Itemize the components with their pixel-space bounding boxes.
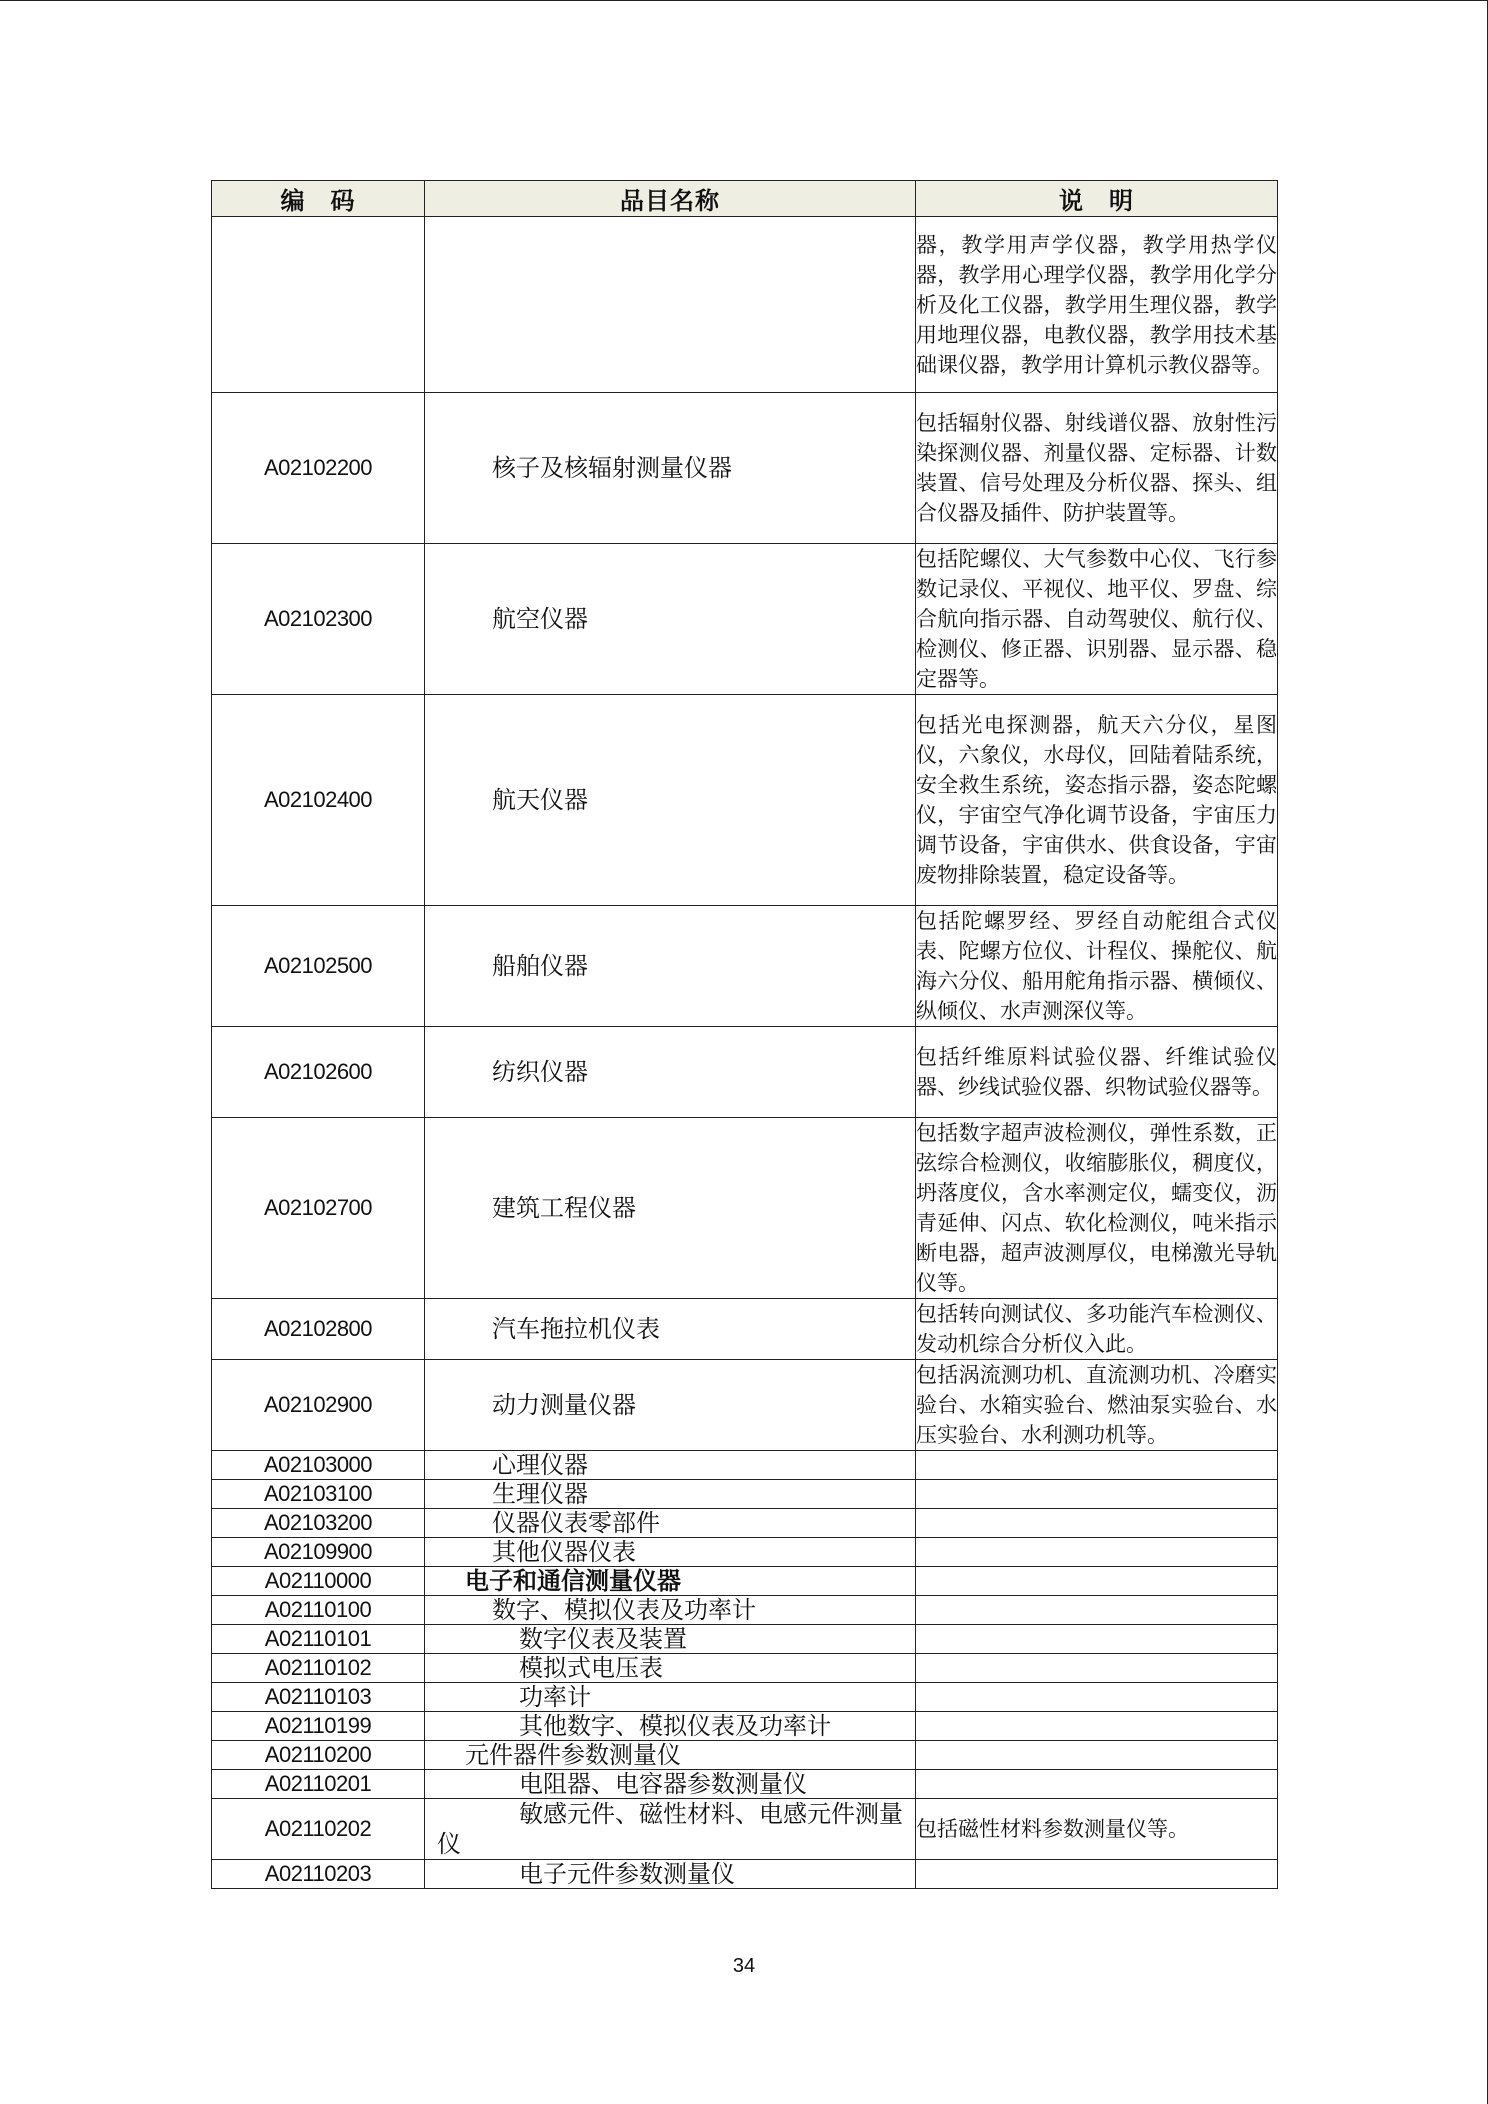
row-code: A02110201 — [212, 1770, 425, 1799]
row-name: 电阻器、电容器参数测量仪 — [425, 1770, 916, 1799]
row-name: 建筑工程仪器 — [425, 1118, 916, 1299]
table-row — [212, 1118, 1278, 1299]
table-row — [212, 1299, 1278, 1360]
row-code: A02103000 — [212, 1451, 425, 1480]
row-desc — [916, 1860, 1278, 1889]
row-name: 功率计 — [425, 1683, 916, 1712]
row-name: 航空仪器 — [425, 544, 916, 695]
table-row — [212, 1625, 1278, 1654]
row-name: 电子和通信测量仪器 — [425, 1567, 916, 1596]
row-desc: 包括光电探测器，航天六分仪，星图仪，六象仪，水母仪，回陆着陆系统，安全救生系统，姿态指示器，姿态陀螺仪，宇宙空气净化调节设备，宇宙压力调节设备，宇宙供水、供食设备，宇宙废物排除装置，稳定设备等。 — [916, 695, 1278, 906]
row-code — [212, 217, 425, 393]
table-row — [212, 1712, 1278, 1741]
table-row — [212, 1799, 1278, 1860]
table-row — [212, 1741, 1278, 1770]
row-desc — [916, 1509, 1278, 1538]
row-code: A02102300 — [212, 544, 425, 695]
row-code: A02110199 — [212, 1712, 425, 1741]
row-name: 纺织仪器 — [425, 1027, 916, 1118]
header-name: 品目名称 — [425, 181, 916, 217]
row-code: A02110000 — [212, 1567, 425, 1596]
table-row — [212, 1654, 1278, 1683]
row-code: A02110202 — [212, 1799, 425, 1860]
row-code: A02110203 — [212, 1860, 425, 1889]
header-code: 编 码 — [212, 181, 425, 217]
row-name: 数字、模拟仪表及功率计 — [425, 1596, 916, 1625]
table-row — [212, 1567, 1278, 1596]
row-code: A02103200 — [212, 1509, 425, 1538]
row-code: A02102800 — [212, 1299, 425, 1360]
row-desc — [916, 1683, 1278, 1712]
table-row — [212, 695, 1278, 906]
table-row — [212, 1538, 1278, 1567]
page-number: 34 — [732, 1955, 756, 1977]
row-desc: 包括涡流测功机、直流测功机、冷磨实验台、水箱实验台、燃油泵实验台、水压实验台、水利测功机等。 — [916, 1360, 1278, 1451]
row-name: 敏感元件、磁性材料、电感元件测量仪 — [425, 1799, 916, 1860]
table-row — [212, 1683, 1278, 1712]
row-desc: 包括数字超声波检测仪，弹性系数，正弦综合检测仪，收缩膨胀仪，稠度仪，坍落度仪，含水率测定仪，蠕变仪，沥青延伸、闪点、软化检测仪，吨米指示断电器，超声波测厚仪，电梯激光导轨仪等。 — [916, 1118, 1278, 1299]
row-name: 核子及核辐射测量仪器 — [425, 393, 916, 544]
row-code: A02102600 — [212, 1027, 425, 1118]
page-top-border — [0, 0, 1488, 1]
row-name: 其他数字、模拟仪表及功率计 — [425, 1712, 916, 1741]
row-desc: 包括纤维原料试验仪器、纤维试验仪器、纱线试验仪器、织物试验仪器等。 — [916, 1027, 1278, 1118]
row-desc — [916, 1654, 1278, 1683]
row-name: 心理仪器 — [425, 1451, 916, 1480]
row-code: A02110200 — [212, 1741, 425, 1770]
row-name: 船舶仪器 — [425, 906, 916, 1027]
table-row — [212, 1451, 1278, 1480]
row-desc — [916, 1480, 1278, 1509]
row-desc: 包括陀螺罗经、罗经自动舵组合式仪表、陀螺方位仪、计程仪、操舵仪、航海六分仪、船用舵角指示器、横倾仪、纵倾仪、水声测深仪等。 — [916, 906, 1278, 1027]
row-name: 动力测量仪器 — [425, 1360, 916, 1451]
row-code: A02102900 — [212, 1360, 425, 1451]
table-row — [212, 1360, 1278, 1451]
row-name: 其他仪器仪表 — [425, 1538, 916, 1567]
row-desc: 包括转向测试仪、多功能汽车检测仪、发动机综合分析仪入此。 — [916, 1299, 1278, 1360]
row-name: 模拟式电压表 — [425, 1654, 916, 1683]
row-name: 航天仪器 — [425, 695, 916, 906]
row-desc: 包括磁性材料参数测量仪等。 — [916, 1799, 1278, 1860]
row-name: 生理仪器 — [425, 1480, 916, 1509]
table-header-row — [212, 181, 1278, 217]
row-code: A02102200 — [212, 393, 425, 544]
row-code: A02110100 — [212, 1596, 425, 1625]
table-row — [212, 1027, 1278, 1118]
row-desc: 器，教学用声学仪器，教学用热学仪器，教学用心理学仪器，教学用化学分析及化工仪器，教学用生理仪器，教学用地理仪器，电教仪器，教学用技术基础课仪器，教学用计算机示教仪器等。 — [916, 217, 1278, 393]
table-row — [212, 1596, 1278, 1625]
table-row — [212, 1860, 1278, 1889]
row-desc — [916, 1770, 1278, 1799]
row-desc — [916, 1538, 1278, 1567]
table-row — [212, 1480, 1278, 1509]
catalog-table — [211, 180, 1278, 1889]
row-code: A02109900 — [212, 1538, 425, 1567]
row-desc — [916, 1741, 1278, 1770]
row-code: A02102700 — [212, 1118, 425, 1299]
table-row — [212, 217, 1278, 393]
row-name: 汽车拖拉机仪表 — [425, 1299, 916, 1360]
row-desc — [916, 1712, 1278, 1741]
row-name: 元件器件参数测量仪 — [425, 1741, 916, 1770]
row-name — [425, 217, 916, 393]
row-code: A02110103 — [212, 1683, 425, 1712]
row-desc: 包括陀螺仪、大气参数中心仪、飞行参数记录仪、平视仪、地平仪、罗盘、综合航向指示器、自动驾驶仪、航行仪、检测仪、修正器、识别器、显示器、稳定器等。 — [916, 544, 1278, 695]
row-desc — [916, 1625, 1278, 1654]
table-row — [212, 544, 1278, 695]
row-desc — [916, 1596, 1278, 1625]
table-row — [212, 1509, 1278, 1538]
table-row — [212, 906, 1278, 1027]
row-desc — [916, 1451, 1278, 1480]
row-desc — [916, 1567, 1278, 1596]
row-name: 电子元件参数测量仪 — [425, 1860, 916, 1889]
row-code: A02110102 — [212, 1654, 425, 1683]
row-code: A02110101 — [212, 1625, 425, 1654]
header-desc: 说 明 — [916, 181, 1278, 217]
row-name: 数字仪表及装置 — [425, 1625, 916, 1654]
row-name: 仪器仪表零部件 — [425, 1509, 916, 1538]
row-desc: 包括辐射仪器、射线谱仪器、放射性污染探测仪器、剂量仪器、定标器、计数装置、信号处理及分析仪器、探头、组合仪器及插件、防护装置等。 — [916, 393, 1278, 544]
table-row — [212, 393, 1278, 544]
row-code: A02102400 — [212, 695, 425, 906]
row-code: A02102500 — [212, 906, 425, 1027]
row-code: A02103100 — [212, 1480, 425, 1509]
table-row — [212, 1770, 1278, 1799]
